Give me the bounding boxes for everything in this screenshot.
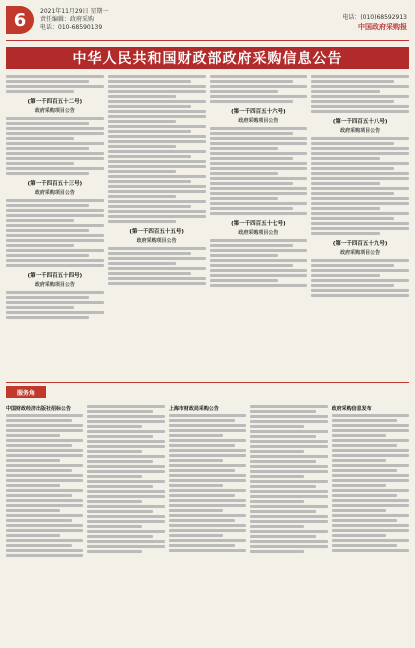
section-subheading: 政府采购项目公告 [340,250,381,256]
section-subheading: 政府采购项目公告 [34,282,75,288]
section-heading: (第一千四百五十六号) [231,109,286,115]
lower-column-2 [87,403,164,559]
newspaper-logo: 中国政府采购报 [358,22,407,31]
header-phone: 电话：010-68590139 [40,24,103,31]
column-3 [210,73,308,383]
section-subheading: 政府采购项目公告 [340,128,381,134]
lower-heading: 上海市财政局采购公告 [168,406,219,412]
section-heading: (第一千四百五十五号) [129,229,184,235]
lower-column-5 [332,403,409,559]
lower-heading: 中国财政经济出版社招标公告 [6,406,72,412]
section-subheading: 政府采购项目公告 [136,238,177,244]
page-title: 中华人民共和国财政部政府采购信息公告 [6,47,409,69]
lower-column-4 [250,403,327,559]
section-subheading: 政府采购项目公告 [34,190,75,196]
header-editor: 责任编辑：政府采购 [40,16,95,23]
announcement-columns [6,73,409,383]
service-corner-label: 服务角 [6,386,46,398]
section-heading: (第一千四百五十三号) [27,181,83,187]
lower-column-1 [6,403,83,559]
column-1 [6,73,104,383]
header-right: 电话：(010)68592913 [342,14,407,21]
column-4 [311,73,409,383]
header-date: 2021年11月29日 星期一 [40,8,109,15]
section-subheading: 政府采购项目公告 [34,108,75,114]
page-number: 6 [6,6,34,34]
lower-heading: 政府采购信息发布 [331,406,372,412]
section-subheading: 政府采购项目公告 [238,118,279,124]
section-heading: (第一千四百五十二号) [27,99,83,105]
section-heading: (第一千四百五十七号) [231,221,286,227]
lower-column-3 [169,403,246,559]
section-heading: (第一千四百五十四号) [27,273,83,279]
header-info [40,8,108,32]
lower-columns [6,403,409,559]
section-heading: (第一千四百五十八号) [332,119,388,125]
column-2 [108,73,206,383]
page-header [6,4,409,41]
section-heading: (第一千四百五十九号) [332,241,388,247]
section-subheading: 政府采购项目公告 [238,230,279,236]
lower-section [6,382,409,645]
